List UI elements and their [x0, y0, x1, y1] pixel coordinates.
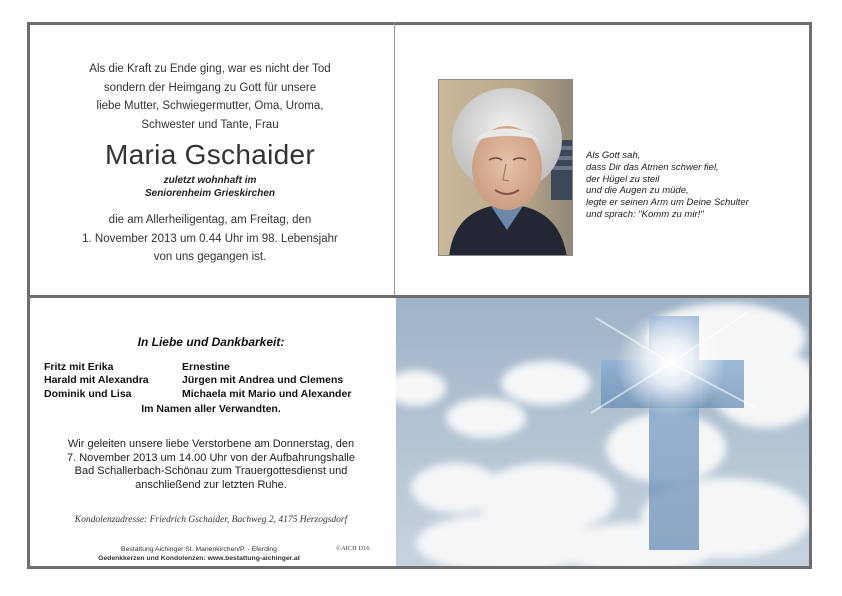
- verse-line: und die Augen zu müde,: [586, 185, 689, 197]
- mourner-entry: Harald mit Alexandra: [44, 374, 149, 387]
- ceremony-line: anschließend zur letzten Ruhe.: [135, 479, 287, 492]
- mourner-entry: Ernestine: [182, 361, 230, 373]
- death-line: von uns gegangen ist.: [153, 251, 267, 263]
- mourner-entry: Fritz mit Erika: [44, 361, 114, 373]
- death-line: 1. November 2013 um 0.44 Uhr im 98. Lebensjahr: [82, 232, 338, 245]
- thanks-heading: In Liebe und Dankbarkeit:: [137, 335, 285, 349]
- undertaker-website: Gedenkkerzen und Kondolenzen: www.bestattung-aichinger.at: [98, 555, 300, 562]
- verse-line: Als die Kraft zu Ende ging, war es nicht der Tod: [89, 63, 331, 75]
- verse-line: sondern der Heimgang zu Gott für unsere: [103, 81, 317, 94]
- condolence-address: Kondolenzadresse: Friedrich Gschaider, Bachweg 2, 4175 Herzogsdorf: [74, 515, 348, 525]
- mourner-entry: Dominik und Lisa: [44, 387, 132, 400]
- cross-in-clouds-picture: [396, 298, 809, 566]
- verse-line: Schwester und Tante, Frau: [141, 118, 279, 131]
- mourners-column-1: [44, 361, 149, 401]
- verse-line: der Hügel zu steil: [586, 173, 660, 185]
- relatives-line: Im Namen aller Verwandten.: [141, 403, 281, 415]
- deceased-name: Maria Gschaider: [105, 139, 315, 170]
- verse-line: dass Dir das Atmen schwer fiel,: [586, 161, 719, 173]
- portrait-photo: [438, 79, 573, 256]
- ceremony-line: Wir geleiten unsere liebe Verstorbene am Donnerstag, den: [67, 438, 355, 450]
- verse-line: liebe Mutter, Schwiegermutter, Oma, Uroma,: [96, 100, 324, 112]
- mourners-column-2: [182, 361, 351, 401]
- last-residence: [40, 174, 380, 200]
- ceremony-line: Bad Schallerbach-Schönau zum Trauergottesdienst und: [74, 465, 348, 478]
- ceremony-line: 7. November 2013 um 14.00 Uhr von der Aufbahrungshalle: [66, 451, 355, 464]
- closing-verse: [586, 150, 806, 221]
- verse-line: und sprach: "Komm zu mir!": [586, 208, 704, 220]
- death-line: die am Allerheiligentag, am Freitag, den: [108, 214, 312, 226]
- residence-line: Seniorenheim Grieskirchen: [144, 188, 276, 199]
- undertaker-name: Bestattung Aichinger St. Marienkirchen/P. - Eferding: [121, 546, 277, 553]
- copyright-code: ©AICH D16: [336, 545, 370, 552]
- portrait-image: [439, 80, 573, 256]
- sky-cross-image: [396, 298, 809, 566]
- funeral-ceremony-notice: [30, 438, 392, 493]
- panel-divider-vertical: [394, 22, 395, 297]
- death-notice: [40, 211, 380, 267]
- mourner-entry: Jürgen mit Andrea und Clemens: [182, 374, 344, 387]
- verse-line: Als Gott sah,: [586, 150, 641, 161]
- mourner-entry: Michaela mit Mario und Alexander: [182, 387, 352, 400]
- verse-line: legte er seinen Arm um Deine Schulter: [586, 197, 749, 209]
- residence-line: zuletzt wohnhaft im: [163, 175, 257, 186]
- opening-verse: [40, 60, 380, 134]
- undertaker-info: [84, 545, 314, 563]
